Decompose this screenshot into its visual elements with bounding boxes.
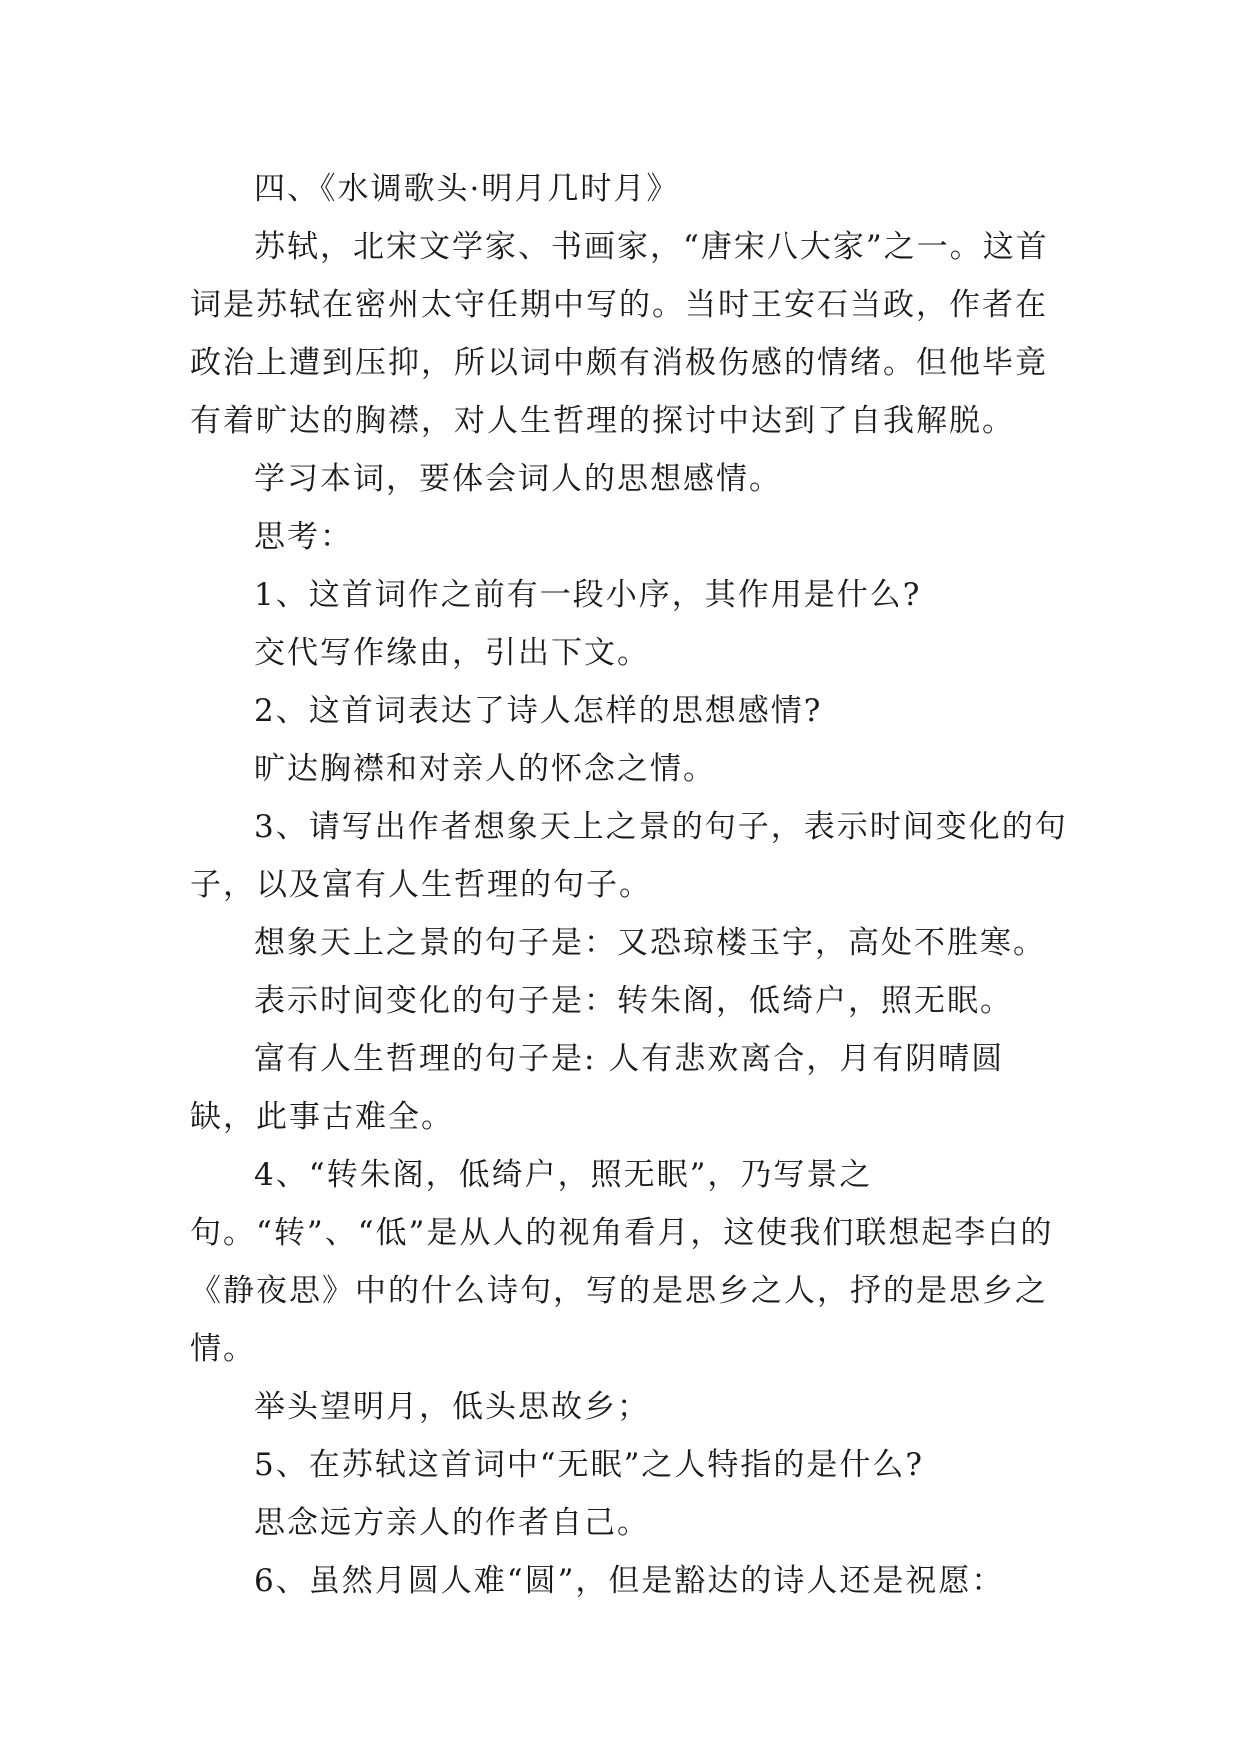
section-heading: 四、《水调歌头·明月几时月》 [254, 171, 680, 207]
questions-heading: 思考： [254, 519, 353, 555]
document-body [190, 160, 1070, 1610]
question-2: 2、这首词表达了诗人怎样的思想感情? [254, 693, 823, 729]
question-6: 6、虽然月圆人难“圆”，但是豁达的诗人还是祝愿： [254, 1563, 1005, 1599]
question-1: 1、这首词作之前有一段小序，其作用是什么? [254, 577, 922, 613]
intro-paragraph: 苏轼，北宋文学家、书画家，“唐宋八大家”之一。这首词是苏轼在密州太守任期中写的。当时王安石当政，作者在政治上遭到压抑，所以词中颇有消极伤感的情绪。但他毕竟有着旷达的胸襟，对人生哲理的探讨中达到了自我解脱。 [190, 229, 1049, 439]
study-goal-paragraph: 学习本词，要体会词人的思想感情。 [254, 461, 782, 497]
answer-1: 交代写作缘由，引出下文。 [254, 635, 650, 671]
answer-4: 举头望明月，低头思故乡； [254, 1389, 650, 1425]
answer-3a: 想象天上之景的句子是：又恐琼楼玉宇，高处不胜寒。 [254, 925, 1046, 961]
answer-3c: 富有人生哲理的句子是: 人有悲欢离合，月有阴晴圆缺，此事古难全。 [190, 1041, 1005, 1135]
question-3: 3、请写出作者想象天上之景的句子，表示时间变化的句子，以及富有人生哲理的句子。 [190, 809, 1068, 903]
answer-5: 思念远方亲人的作者自己。 [254, 1505, 650, 1541]
question-5: 5、在苏轼这首词中“无眠”之人特指的是什么? [254, 1447, 925, 1483]
question-4: 4、“转朱阁，低绮户，照无眠”，乃写景之句。“转”、“低”是从人的视角看月，这使我们联想起李白的《静夜思》中的什么诗句，写的是思乡之人，抒的是思乡之情。 [190, 1157, 1054, 1367]
answer-3b: 表示时间变化的句子是：转朱阁，低绮户，照无眠。 [254, 983, 1013, 1019]
answer-2: 旷达胸襟和对亲人的怀念之情。 [254, 751, 716, 787]
